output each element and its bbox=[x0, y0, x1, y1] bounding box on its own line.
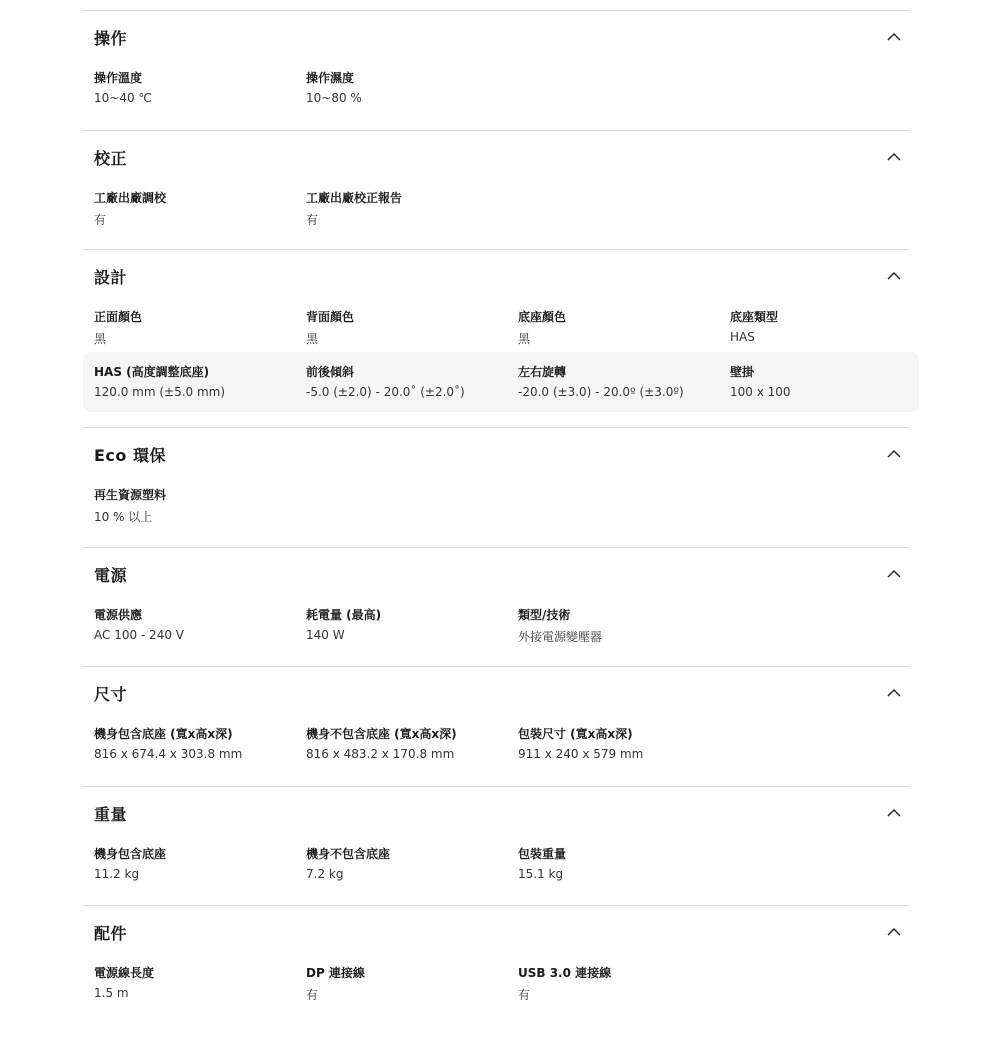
spec-label: 機身不包含底座 (寬x高x深) bbox=[306, 727, 457, 741]
spec-value: -5.0 (±2.0) - 20.0˚ (±2.0˚) bbox=[306, 385, 465, 399]
chevron-up-icon[interactable] bbox=[887, 569, 901, 579]
section-title: 電源 bbox=[94, 566, 128, 585]
spec-label: 包裝尺寸 (寬x高x深) bbox=[518, 727, 633, 741]
spec-label: 再生資源塑料 bbox=[94, 488, 167, 502]
spec-value: 黑 bbox=[518, 332, 531, 346]
chevron-up-icon[interactable] bbox=[887, 927, 901, 937]
spec-label: 左右旋轉 bbox=[518, 365, 567, 379]
spec-row-highlighted bbox=[83, 352, 919, 412]
section-design bbox=[83, 249, 909, 428]
spec-label: 類型/技術 bbox=[518, 608, 571, 622]
spec-row bbox=[83, 953, 909, 1013]
spec-value: 816 x 483.2 x 170.8 mm bbox=[306, 747, 455, 761]
spec-value: 15.1 kg bbox=[518, 867, 564, 881]
spec-value: HAS bbox=[730, 330, 755, 344]
spec-value: 黑 bbox=[306, 332, 319, 346]
spec-value: 10 % 以上 bbox=[94, 510, 153, 524]
section-eco bbox=[83, 427, 909, 548]
spec-label: 操作濕度 bbox=[306, 71, 355, 85]
spec-value: 有 bbox=[306, 988, 319, 1002]
spec-label: 正面顏色 bbox=[94, 310, 143, 324]
chevron-up-icon[interactable] bbox=[887, 808, 901, 818]
spec-label: HAS (高度調整底座) bbox=[94, 365, 210, 379]
spec-label: 機身不包含底座 bbox=[306, 847, 391, 861]
spec-label: 底座顏色 bbox=[518, 310, 567, 324]
spec-value: 7.2 kg bbox=[306, 867, 344, 881]
section-title: 配件 bbox=[94, 924, 128, 943]
spec-value: 100 x 100 bbox=[730, 385, 791, 399]
spec-row bbox=[83, 475, 909, 535]
spec-label: 工廠出廠校正報告 bbox=[306, 191, 403, 205]
spec-value: 有 bbox=[94, 213, 107, 227]
spec-label: 工廠出廠調校 bbox=[94, 191, 167, 205]
chevron-up-icon[interactable] bbox=[887, 688, 901, 698]
spec-value: AC 100 - 240 V bbox=[94, 628, 184, 642]
spec-label: DP 連接線 bbox=[306, 966, 365, 980]
section-operation bbox=[83, 10, 909, 131]
spec-row bbox=[83, 58, 909, 118]
spec-row bbox=[83, 714, 909, 774]
section-dimensions bbox=[83, 666, 909, 787]
spec-label: 前後傾斜 bbox=[306, 365, 355, 379]
spec-label: 耗電量 (最高) bbox=[306, 608, 382, 622]
section-title: 操作 bbox=[94, 29, 128, 48]
spec-value: 外接電源變壓器 bbox=[518, 630, 603, 644]
spec-label: 操作溫度 bbox=[94, 71, 143, 85]
spec-value: 有 bbox=[306, 213, 319, 227]
spec-label: 電源線長度 bbox=[94, 966, 155, 980]
spec-value: 816 x 674.4 x 303.8 mm bbox=[94, 747, 243, 761]
spec-label: 底座類型 bbox=[730, 310, 779, 324]
spec-value: 有 bbox=[518, 988, 531, 1002]
spec-value: 10~40 ℃ bbox=[94, 91, 152, 105]
spec-label: 背面顏色 bbox=[306, 310, 355, 324]
section-title: 尺寸 bbox=[94, 685, 128, 704]
spec-row bbox=[83, 595, 909, 655]
spec-label: USB 3.0 連接線 bbox=[518, 966, 612, 980]
section-title: 校正 bbox=[94, 149, 128, 168]
spec-value: 10~80 % bbox=[306, 91, 362, 105]
chevron-up-icon[interactable] bbox=[887, 271, 901, 281]
spec-value: 黑 bbox=[94, 332, 107, 346]
spec-value: 11.2 kg bbox=[94, 867, 140, 881]
section-accessories bbox=[83, 905, 909, 1026]
chevron-up-icon[interactable] bbox=[887, 152, 901, 162]
spec-row bbox=[83, 297, 909, 357]
spec-value: 120.0 mm (±5.0 mm) bbox=[94, 385, 226, 399]
section-title: 設計 bbox=[94, 268, 128, 287]
spec-label: 壁掛 bbox=[730, 365, 755, 379]
spec-value: -20.0 (±3.0) - 20.0º (±3.0º) bbox=[518, 385, 684, 399]
chevron-up-icon[interactable] bbox=[887, 449, 901, 459]
section-power bbox=[83, 547, 909, 667]
spec-row bbox=[83, 834, 909, 894]
spec-value: 911 x 240 x 579 mm bbox=[518, 747, 644, 761]
section-weight bbox=[83, 786, 909, 906]
spec-label: 機身包含底座 (寬x高x深) bbox=[94, 727, 233, 741]
spec-label: 包裝重量 bbox=[518, 847, 567, 861]
spec-label: 電源供應 bbox=[94, 608, 143, 622]
spec-value: 1.5 m bbox=[94, 986, 129, 1000]
spec-value: 140 W bbox=[306, 628, 345, 642]
spec-row bbox=[83, 178, 909, 238]
section-calibration bbox=[83, 130, 909, 250]
spec-label: 機身包含底座 bbox=[94, 847, 167, 861]
section-title: Eco 環保 bbox=[94, 446, 166, 465]
chevron-up-icon[interactable] bbox=[887, 32, 901, 42]
section-title: 重量 bbox=[94, 805, 128, 824]
